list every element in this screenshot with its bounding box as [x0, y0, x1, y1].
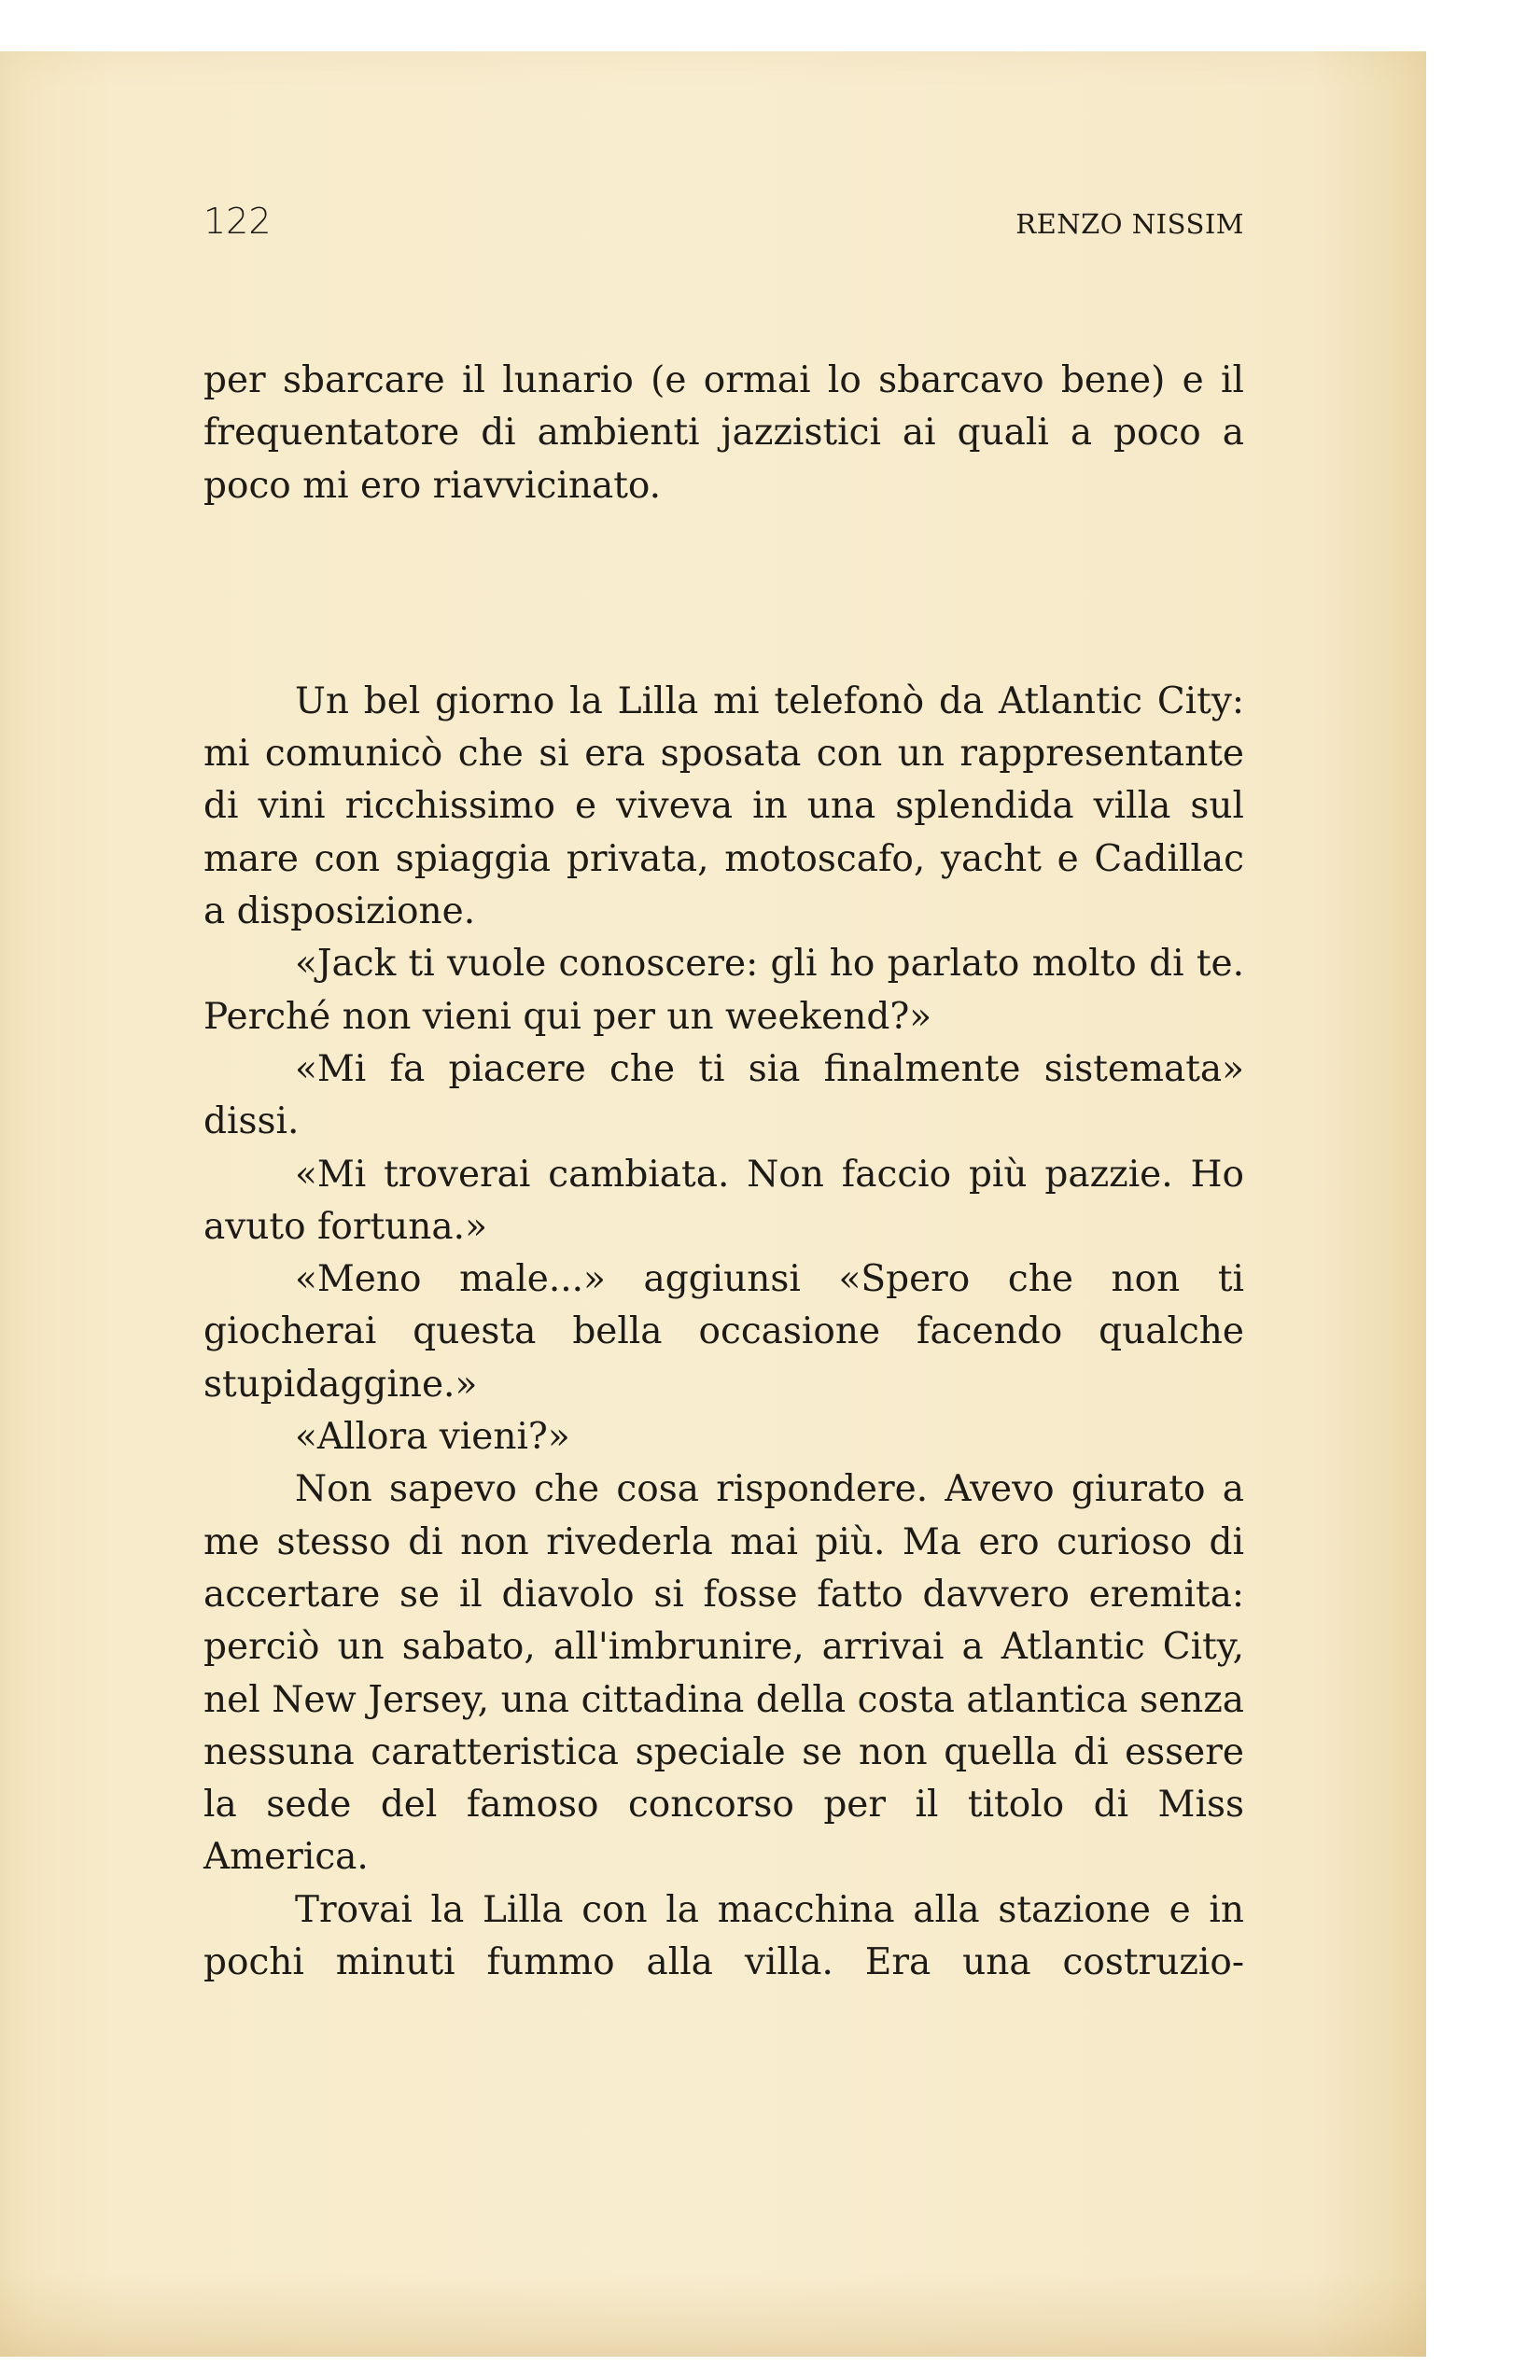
paragraph: Non sapevo che cosa rispondere. Avevo giurato a me stesso di non rivederla mai più. Ma ero curioso di accertare se il diavolo si fosse fatto davvero eremita: perciò un sabato, all'imbrunire, arrivai a Atlantic City, nel New Jersey, una cittadina della costa atlantica senza nessuna caratteristica speciale se non quella di essere la sede del famoso concorso per il titolo di Miss America. — [203, 1468, 1244, 1879]
paragraph-dialogue: «Allora vieni?» — [295, 1416, 570, 1459]
paragraph-dialogue: «Jack ti vuole conoscere: gli ho parlato molto di te. Perché non vieni qui per un weekend?» — [203, 943, 1244, 1038]
body-text — [203, 355, 1244, 1989]
page-header — [203, 201, 1244, 257]
paragraph-dialogue: «Mi troverai cambiata. Non faccio più pazzie. Ho avuto fortuna.» — [203, 1153, 1244, 1248]
running-head-author: RENZO NISSIM — [1015, 208, 1244, 240]
section-break — [203, 512, 1244, 676]
paragraph-continuation: per sbarcare il lunario (e ormai lo sbarcavo bene) e il frequentatore di ambienti jazzistici ai quali a poco a poco mi ero riavvicinato. — [203, 359, 1244, 507]
paragraph: Un bel giorno la Lilla mi telefonò da Atlantic City: mi comunicò che si era sposata con un rappresentante di vini ricchissimo e viveva in una splendida villa sul mare con spiaggia privata, motoscafo, yacht e Cadillac a disposizione. — [203, 679, 1244, 933]
paragraph-dialogue: «Mi fa piacere che ti sia finalmente sistemata» dissi. — [203, 1047, 1244, 1143]
paragraph: Trovai la Lilla con la macchina alla stazione e in pochi minuti fummo alla villa. Era una costruzio- — [203, 1888, 1244, 1984]
page-number: 122 — [203, 201, 272, 242]
paragraph-dialogue: «Meno male...» aggiunsi «Spero che non ti giocherai questa bella occasione facendo qualche stupidaggine.» — [203, 1258, 1244, 1406]
